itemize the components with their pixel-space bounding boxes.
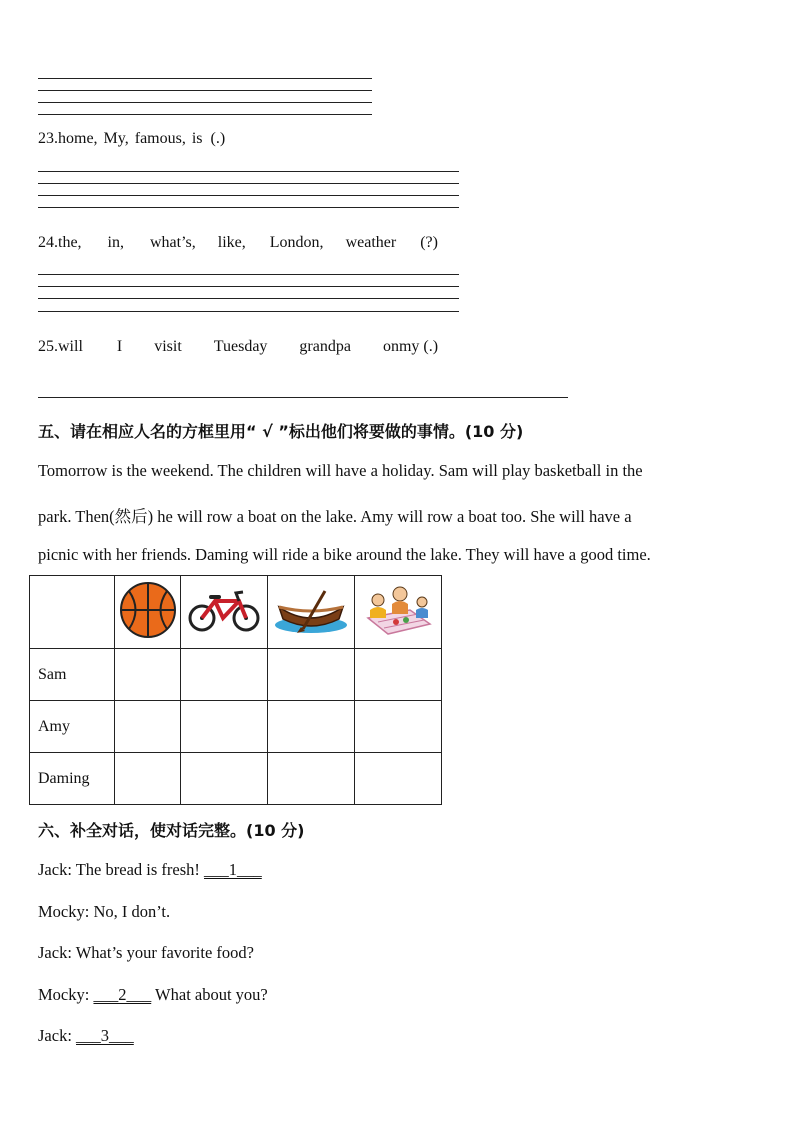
- answer-line[interactable]: [38, 90, 372, 91]
- answer-line[interactable]: [38, 171, 459, 172]
- check-cell[interactable]: [268, 649, 355, 701]
- table-row: [30, 753, 442, 805]
- bicycle-icon: [187, 585, 261, 635]
- answer-line[interactable]: [38, 286, 459, 287]
- header-cell-picnic: [355, 576, 442, 649]
- check-cell[interactable]: [181, 753, 268, 805]
- answer-line[interactable]: [38, 102, 372, 103]
- answer-line[interactable]: [38, 311, 459, 312]
- table-corner-cell: [30, 576, 115, 649]
- check-cell[interactable]: [355, 753, 442, 805]
- section-heading-6: 六、补全对话，使对话完整。(10 分): [38, 821, 305, 840]
- dialogue-line: Jack: What’s your favorite food?: [38, 943, 254, 962]
- picnic-icon: [360, 582, 436, 638]
- activity-table: [29, 575, 442, 805]
- question-25: 25.will I visit Tuesday grandpa onmy (.): [38, 338, 439, 355]
- check-cell[interactable]: [268, 753, 355, 805]
- answer-blank-1[interactable]: ___1___: [204, 860, 262, 879]
- dialogue-line: Mocky: ___2___ What about you?: [38, 985, 268, 1004]
- dialogue-line: Mocky: No, I don’t.: [38, 902, 171, 921]
- check-cell[interactable]: [115, 753, 181, 805]
- row-name: Daming: [30, 753, 115, 805]
- reading-paragraph-line: picnic with her friends. Daming will ride a bike around the lake. They will have a good time.: [38, 545, 651, 564]
- check-cell[interactable]: [181, 649, 268, 701]
- answer-line[interactable]: [38, 397, 568, 398]
- reading-paragraph-line: Tomorrow is the weekend. The children will have a holiday. Sam will play basketball in the: [38, 461, 643, 480]
- dialogue-line: Jack: The bread is fresh! ___1___: [38, 860, 262, 879]
- check-cell[interactable]: [115, 649, 181, 701]
- answer-line[interactable]: [38, 114, 372, 115]
- section-heading-5: 五、请在相应人名的方框里用“ √ ”标出他们将要做的事情。(10 分): [38, 422, 524, 441]
- check-cell[interactable]: [355, 701, 442, 753]
- answer-line[interactable]: [38, 207, 459, 208]
- row-name: Amy: [30, 701, 115, 753]
- table-row: [30, 649, 442, 701]
- boat-icon: [273, 585, 349, 635]
- basketball-icon: [118, 580, 178, 640]
- answer-line[interactable]: [38, 298, 459, 299]
- header-cell-boat: [268, 576, 355, 649]
- check-cell[interactable]: [355, 649, 442, 701]
- answer-line[interactable]: [38, 195, 459, 196]
- question-23: 23.home, My, famous, is (.): [38, 130, 226, 147]
- row-name: Sam: [30, 649, 115, 701]
- answer-blank-2[interactable]: ___2___: [93, 985, 152, 1004]
- check-cell[interactable]: [181, 701, 268, 753]
- check-cell[interactable]: [115, 701, 181, 753]
- answer-line[interactable]: [38, 183, 459, 184]
- dialogue-line: Jack: ___3___: [38, 1026, 134, 1045]
- question-24: 24.the, in, what’s, like, London, weather (?): [38, 234, 438, 251]
- header-cell-basketball: [115, 576, 181, 649]
- answer-line[interactable]: [38, 274, 459, 275]
- answer-line[interactable]: [38, 78, 372, 79]
- check-cell[interactable]: [268, 701, 355, 753]
- answer-blank-3[interactable]: ___3___: [76, 1026, 134, 1045]
- table-row: [30, 701, 442, 753]
- header-cell-bicycle: [181, 576, 268, 649]
- reading-paragraph-line: park. Then(然后) he will row a boat on the lake. Amy will row a boat too. She will have a: [38, 507, 632, 526]
